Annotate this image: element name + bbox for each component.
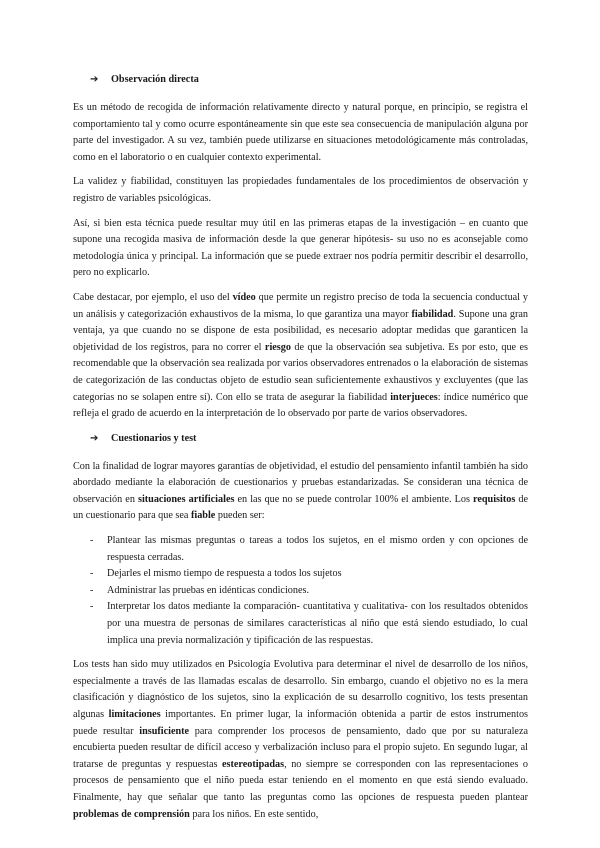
- list-item: [73, 533, 528, 566]
- bold-term: fiabilidad: [411, 308, 454, 320]
- text-run: : índice numérico que refleja el grado de acuerdo en la interpretación de lo observado por parte de varios observadores.: [73, 391, 528, 420]
- list-item-text: Administrar las pruebas en idénticas condiciones.: [107, 584, 309, 596]
- dash-bullet-icon: -: [90, 601, 94, 613]
- bold-term: estereotipadas: [222, 758, 285, 770]
- section-cuestionarios-after: [73, 657, 528, 823]
- dash-bullet-icon: -: [90, 535, 94, 547]
- text-run: Cabe destacar, por ejemplo, el uso del: [73, 291, 233, 303]
- list-item: [73, 566, 528, 583]
- list-item-text: Dejarles el mismo tiempo de respuesta a todos los sujetos: [107, 568, 342, 580]
- arrow-bullet-icon: ➔: [90, 74, 99, 85]
- document-body: [73, 72, 528, 831]
- bold-term: situaciones artificiales: [137, 493, 235, 505]
- text-run: para comprender los procesos de pensamiento, dado que por su naturaleza encubierta pueden resultar de difícil acceso y verbalización incluso para el propio sujeto. En segundo lugar, al tratarse de preguntas y respuestas: [73, 725, 528, 770]
- text-run: de que la observación sea subjetiva. Es por esto, que es recomendable que la observación sea realizada por varios observadores entrenados o la elaboración de sistemas de categorización de las conductas objeto de estudio sean suficientemente exhaustivos y excluyentes (que las categorías no se solapen entre sí). Con ello se trata de asegurar la fiabilidad: [73, 341, 529, 403]
- paragraph: [73, 174, 528, 207]
- text-run: para los niños. En este sentido,: [189, 808, 319, 820]
- text-run: Es un método de recogida de información relativamente directo y natural porque, en principio, se registra el comportamiento tal y como ocurre espontáneamente sin que este sea consecuencia de manipulación alguna por parte del investigador. A su vez, también puede utilizarse en situaciones metodológicamente más controladas, como en el laboratorio o en cualquier contexto experimental.: [73, 102, 528, 163]
- section-title: Cuestionarios y test: [111, 432, 197, 444]
- bold-term: fiable: [190, 510, 216, 522]
- text-run: en las que no se puede controlar 100% el ambiente. Los: [234, 493, 474, 505]
- text-run: , no siempre se corresponden con las representaciones o procesos de pensamiento que el niño pueda estar teniendo en el momento en que está siendo evaluado. Finalmente, hay que señalar que tanto las preguntas como las opciones de respuesta pueden plantear: [73, 758, 528, 803]
- text-run: Con la finalidad de lograr mayores garantías de objetividad, el estudio del pensamiento infantil también ha sido abordado mediante la elaboración de cuestionarios y pruebas estandarizadas. Se consideran una técnica de observación en: [73, 460, 528, 505]
- section-title: Observación directa: [111, 74, 199, 85]
- text-run: que permite un registro preciso de toda la secuencia conductual y un análisis y categorización exhaustivos de la misma, lo que garantiza una mayor: [73, 291, 528, 320]
- list-item: [73, 599, 528, 649]
- list-item: [73, 583, 528, 600]
- text-run: pueden ser:: [215, 510, 265, 522]
- list-item-text: Plantear las mismas preguntas o tareas a todos los sujetos, en el mismo orden y con opciones de respuesta cerradas.: [107, 535, 528, 563]
- bold-term: vídeo: [232, 291, 256, 303]
- section-heading-observacion: [73, 72, 528, 89]
- bold-term: limitaciones: [108, 709, 161, 720]
- section-cuestionarios-paragraphs: [73, 459, 528, 525]
- paragraph: [73, 216, 528, 282]
- dash-bullet-icon: -: [90, 584, 94, 596]
- text-run: de un cuestionario para que sea: [73, 493, 528, 522]
- requirements-list: [73, 533, 528, 649]
- paragraph: [73, 657, 528, 823]
- bold-term: requisitos: [473, 493, 516, 505]
- list-item-text: Interpretar los datos mediante la comparación- cuantitativa y cualitativa- con los resultados obtenidos por una muestra de personas de similares características al niño que está siendo estudiado, lo cual implica una previa normalización y tipificación de las respuestas.: [107, 601, 528, 646]
- paragraph: [73, 290, 528, 423]
- bold-term: riesgo: [264, 341, 291, 353]
- section-observacion-paragraphs: [73, 100, 528, 423]
- bold-term: problemas de comprensión: [73, 808, 190, 820]
- paragraph: [73, 459, 528, 525]
- text-run: La validez y fiabilidad, constituyen las propiedades fundamentales de los procedimientos de observación y registro de variables psicológicas.: [73, 176, 528, 204]
- text-run: importantes. En primer lugar, la información obtenida a partir de estos instrumentos puede resultar: [73, 709, 528, 737]
- dash-bullet-icon: -: [90, 568, 94, 580]
- bold-term: interjueces: [390, 391, 438, 403]
- text-run: Así, si bien esta técnica puede resultar muy útil en las primeras etapas de la investigación – en cuanto que supone una recogida masiva de información desde la que generar hipótesis- su uso no es aconsejable como metodología única y principal. La información que se puede extraer nos podría permitir describir el desarrollo, pero no explicarlo.: [73, 217, 528, 279]
- arrow-bullet-icon: ➔: [90, 432, 99, 444]
- paragraph: [73, 100, 528, 166]
- bold-term: insuficiente: [139, 725, 190, 737]
- text-run: Los tests han sido muy utilizados en Psicología Evolutiva para determinar el nivel de desarrollo de los niños, especialmente a través de las llamadas escalas de desarrollo. Sin embargo, cuando el objetivo no es la mera clasificación y diagnóstico de los sujetos, sino la explicación de su desarrollo cognitivo, los tests presentan algunas: [73, 659, 528, 720]
- section-heading-cuestionarios: [73, 431, 528, 448]
- text-run: . Supone una gran ventaja, ya que cuando no se dispone de esta posibilidad, es necesario adoptar medidas que garanticen la objetividad de los registros, para no correr el: [73, 308, 528, 353]
